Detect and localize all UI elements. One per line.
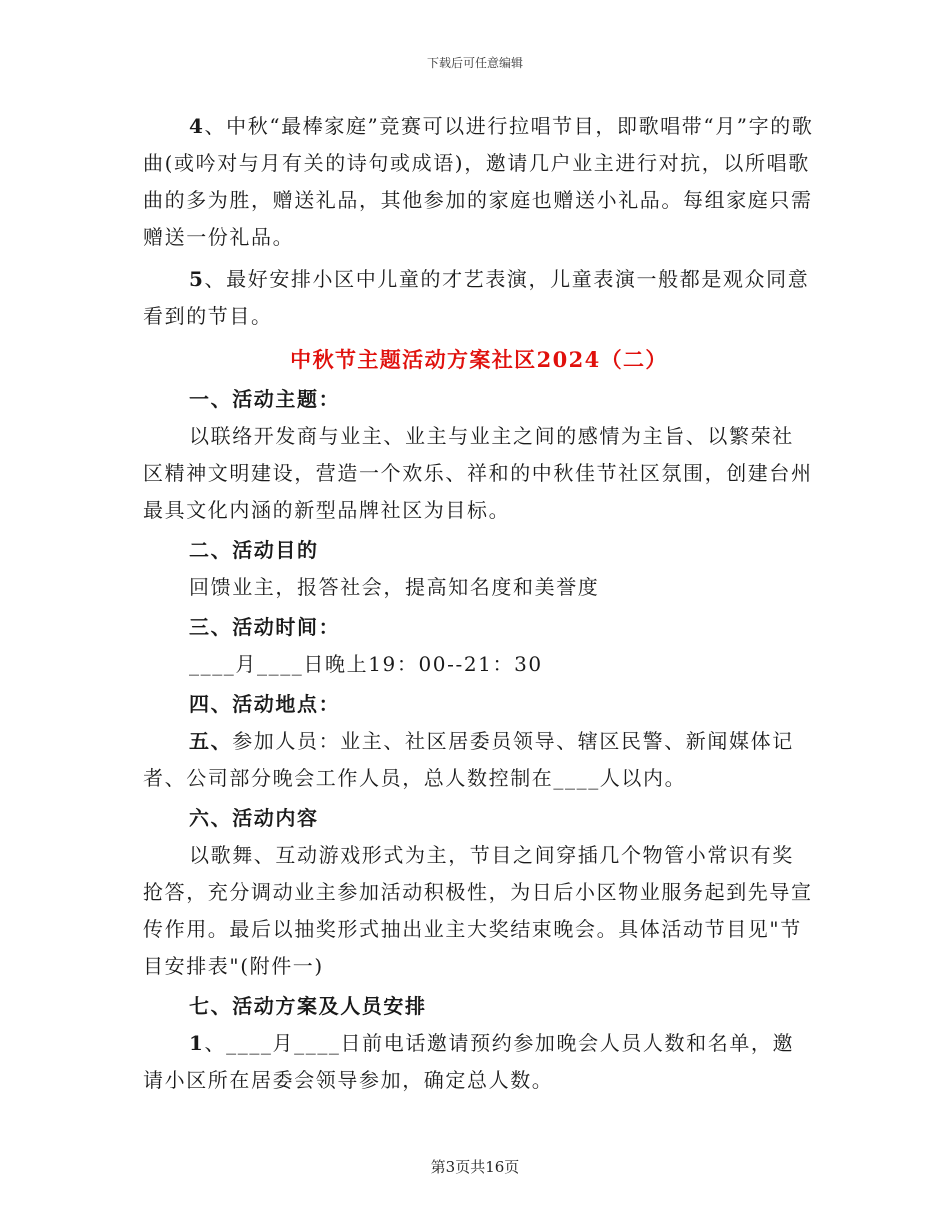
paragraph-theme: 以联络开发商与业主、业主与业主之间的感情为主旨、以繁荣社区精神文明建设，营造一个欢乐、祥和的中秋佳节社区氛围，创建台州最具文化内涵的新型品牌社区为目标。 xyxy=(143,424,813,522)
page-header: 下载后可任意编辑 xyxy=(426,56,523,70)
paragraph-item-5 xyxy=(143,261,815,335)
paragraph-text: 、____月____日前电话邀请预约参加晚会人员人数和名单，邀请小区所在居委会领导参加，确定总人数。 xyxy=(143,1031,795,1092)
item-number: 4 xyxy=(189,114,205,138)
paragraph-item-1 xyxy=(143,1025,815,1099)
heading-people: 五、 xyxy=(189,729,233,753)
document-body xyxy=(143,108,815,1099)
heading-time: 三、活动时间： xyxy=(189,615,341,639)
item-number: 5 xyxy=(189,267,205,291)
page-footer: 第3页共16页 xyxy=(430,1158,520,1176)
paragraph-text: 、最好安排小区中儿童的才艺表演，儿童表演一般都是观众同意看到的节目。 xyxy=(143,267,810,328)
heading-goal: 二、活动目的 xyxy=(189,538,319,562)
paragraph-people xyxy=(143,723,815,797)
paragraph-text: 参加人员：业主、社区居委员领导、辖区民警、新闻媒体记者、公司部分晚会工作人员，总人数控制在____人以内。 xyxy=(143,729,794,790)
paragraph-text: 、中秋“最棒家庭”竞赛可以进行拉唱节目，即歌唱带“月”字的歌曲(或吟对与月有关的诗句或成语)，邀请几户业主进行对抗，以所唱歌曲的多为胜，赠送礼品，其他参加的家庭也赠送小礼品。每组家庭只需赠送一份礼品。 xyxy=(143,114,814,249)
heading-location: 四、活动地点： xyxy=(189,692,341,716)
paragraph-item-4 xyxy=(143,108,815,256)
paragraph-content: 以歌舞、互动游戏形式为主，节目之间穿插几个物管小常识有奖抢答，充分调动业主参加活动积极性，为日后小区物业服务起到先导宣传作用。最后以抽奖形式抽出业主大奖结束晚会。具体活动节目见"节目安排表"(附件一) xyxy=(143,843,813,978)
paragraph-time: ____月____日晚上19：00--21：30 xyxy=(189,652,543,676)
item-number: 1 xyxy=(189,1031,205,1055)
paragraph-goal: 回馈业主，报答社会，提高知名度和美誉度 xyxy=(189,575,600,599)
heading-content: 六、活动内容 xyxy=(189,806,319,830)
document-title: 中秋节主题活动方案社区2024（二） xyxy=(290,347,668,372)
heading-theme: 一、活动主题： xyxy=(189,387,341,411)
heading-arrangement: 七、活动方案及人员安排 xyxy=(189,994,427,1018)
